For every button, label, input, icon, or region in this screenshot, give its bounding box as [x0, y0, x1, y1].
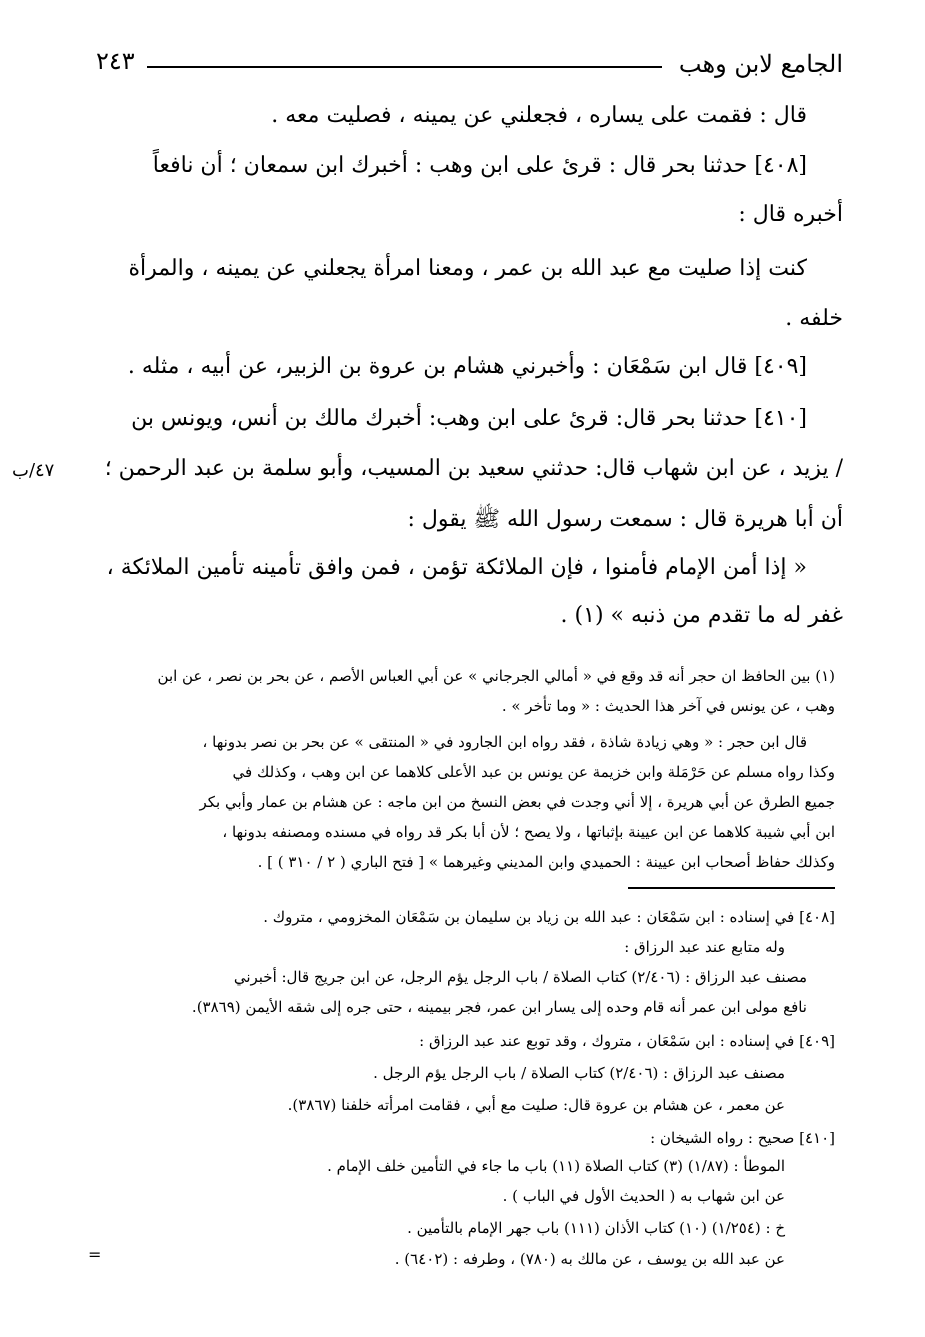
body-line: كنت إذا صليت مع عبد الله بن عمر ، ومعنا امرأة يجعلني عن يمينه ، والمرأة: [128, 256, 807, 281]
body-line: [٤١٠] حدثنا بحر قال: قرئ على ابن وهب: أخبرك مالك بن أنس، ويونس بن: [131, 406, 807, 431]
takhrij-line: عن ابن شهاب به ( الحديث الأول في الباب ) .: [502, 1187, 785, 1205]
footnote-line: جميع الطرق عن أبي هريرة ، إلا أني وجدت في بعض النسخ من ابن ماجه : عن هشام بن عمار وأبي بكر: [199, 793, 835, 811]
footnote-line: (١) بين الحافظ ان حجر أنه قد وقع في « أمالي الجرجاني » عن أبي العباس الأصم ، عن بحر بن نصر ، عن ابن: [157, 667, 835, 685]
header-rule: [147, 66, 662, 68]
takhrij-line: الموطأ : (١/٨٧) (٣) كتاب الصلاة (١١) باب ما جاء في التأمين خلف الإمام .: [327, 1157, 785, 1175]
footnote-line: وكذلك حفاظ أصحاب ابن عيينة : الحميدي وابن المديني وغيرهما » [ فتح الباري ( ٢ / ٣١٠ ) ] .: [257, 853, 835, 871]
body-line: أن أبا هريرة قال : سمعت رسول الله ﷺ يقول :: [407, 507, 843, 532]
takhrij-line: خ : (١/٢٥٤) (١٠) كتاب الأذان (١١١) باب جهر الإمام بالتأمين .: [407, 1219, 785, 1237]
margin-note: ٤٧/ب: [12, 460, 55, 481]
footnote-separator: [628, 887, 835, 889]
takhrij-line: مصنف عبد الرزاق : (٢/٤٠٦) كتاب الصلاة / باب الرجل يؤم الرجل .: [373, 1064, 785, 1082]
body-line: غفر له ما تقدم من ذنبه » (١) .: [560, 603, 843, 628]
takhrij-line: عن معمر ، عن هشام بن عروة قال: صليت مع أبي ، فقامت امرأته خلفنا (٣٨٦٧).: [287, 1096, 785, 1114]
takhrij-line: نافع مولى ابن عمر أنه قام وحده إلى يسار ابن عمر، فجر بيمينه ، حتى جره إلى شقه الأيمن (٣٨٦٩).: [191, 998, 807, 1016]
footnote-line: قال ابن حجر : « وهي زيادة شاذة ، فقد رواه ابن الجارود في « المنتقى » عن بحر بن نصر بدونها ،: [202, 733, 807, 751]
edge-mark: =: [88, 1245, 102, 1264]
footnote-line: ابن أبي شيبة كلاهما عن ابن عيينة بإثباتها ، ولا يصح ؛ لأن أبا بكر قد رواه في مسنده ومصنفه بدونها ،: [222, 823, 835, 841]
takhrij-line: [٤٠٨] في إسناده : ابن سَمْعَان : عبد الله بن زياد بن سليمان بن سَمْعَان المخزومي ، متروك .: [263, 908, 835, 926]
footnote-line: وكذا رواه مسلم عن حَرْمَلة وابن خزيمة عن يونس بن عبد الأعلى كلاهما عن ابن وهب ، وكذلك في: [232, 763, 835, 781]
page-number: ٢٤٣: [96, 47, 135, 75]
takhrij-line: عن عبد الله بن يوسف ، عن مالك به (٧٨٠) ، وطرفه : (٦٤٠٢) .: [394, 1250, 785, 1268]
running-title: الجامع لابن وهب: [678, 50, 843, 78]
body-line: قال : فقمت على يساره ، فجعلني عن يمينه ، فصليت معه .: [271, 103, 807, 128]
body-line: / يزيد ، عن ابن شهاب قال: حدثني سعيد بن المسيب، وأبو سلمة بن عبد الرحمن ؛: [104, 456, 843, 481]
takhrij-line: مصنف عبد الرزاق : (٢/٤٠٦) كتاب الصلاة / باب الرجل يؤم الرجل، عن ابن جريج قال: أخبرني: [233, 968, 807, 986]
body-line: « إذا أمن الإمام فأمنوا ، فإن الملائكة تؤمن ، فمن وافق تأمينه تأمين الملائكة ،: [106, 555, 807, 580]
body-line: خلفه .: [785, 306, 843, 331]
body-line: [٤٠٩] قال ابن سَمْعَان : وأخبرني هشام بن عروة بن الزبير، عن أبيه ، مثله .: [127, 354, 807, 379]
takhrij-line: وله متابع عند عبد الرزاق :: [624, 938, 785, 956]
takhrij-line: [٤٠٩] في إسناده : ابن سَمْعَان ، متروك ، وقد توبع عند عبد الرزاق :: [419, 1032, 835, 1050]
body-line: [٤٠٨] حدثنا بحر قال : قرئ على ابن وهب : أخبرك ابن سمعان ؛ أن نافعاً: [152, 153, 807, 178]
takhrij-line: [٤١٠] صحيح : رواه الشيخان :: [650, 1129, 835, 1147]
body-line: أخبره قال :: [738, 202, 843, 227]
footnote-line: وهب ، عن يونس في آخر هذا الحديث : « وما تأخر » .: [501, 697, 835, 715]
